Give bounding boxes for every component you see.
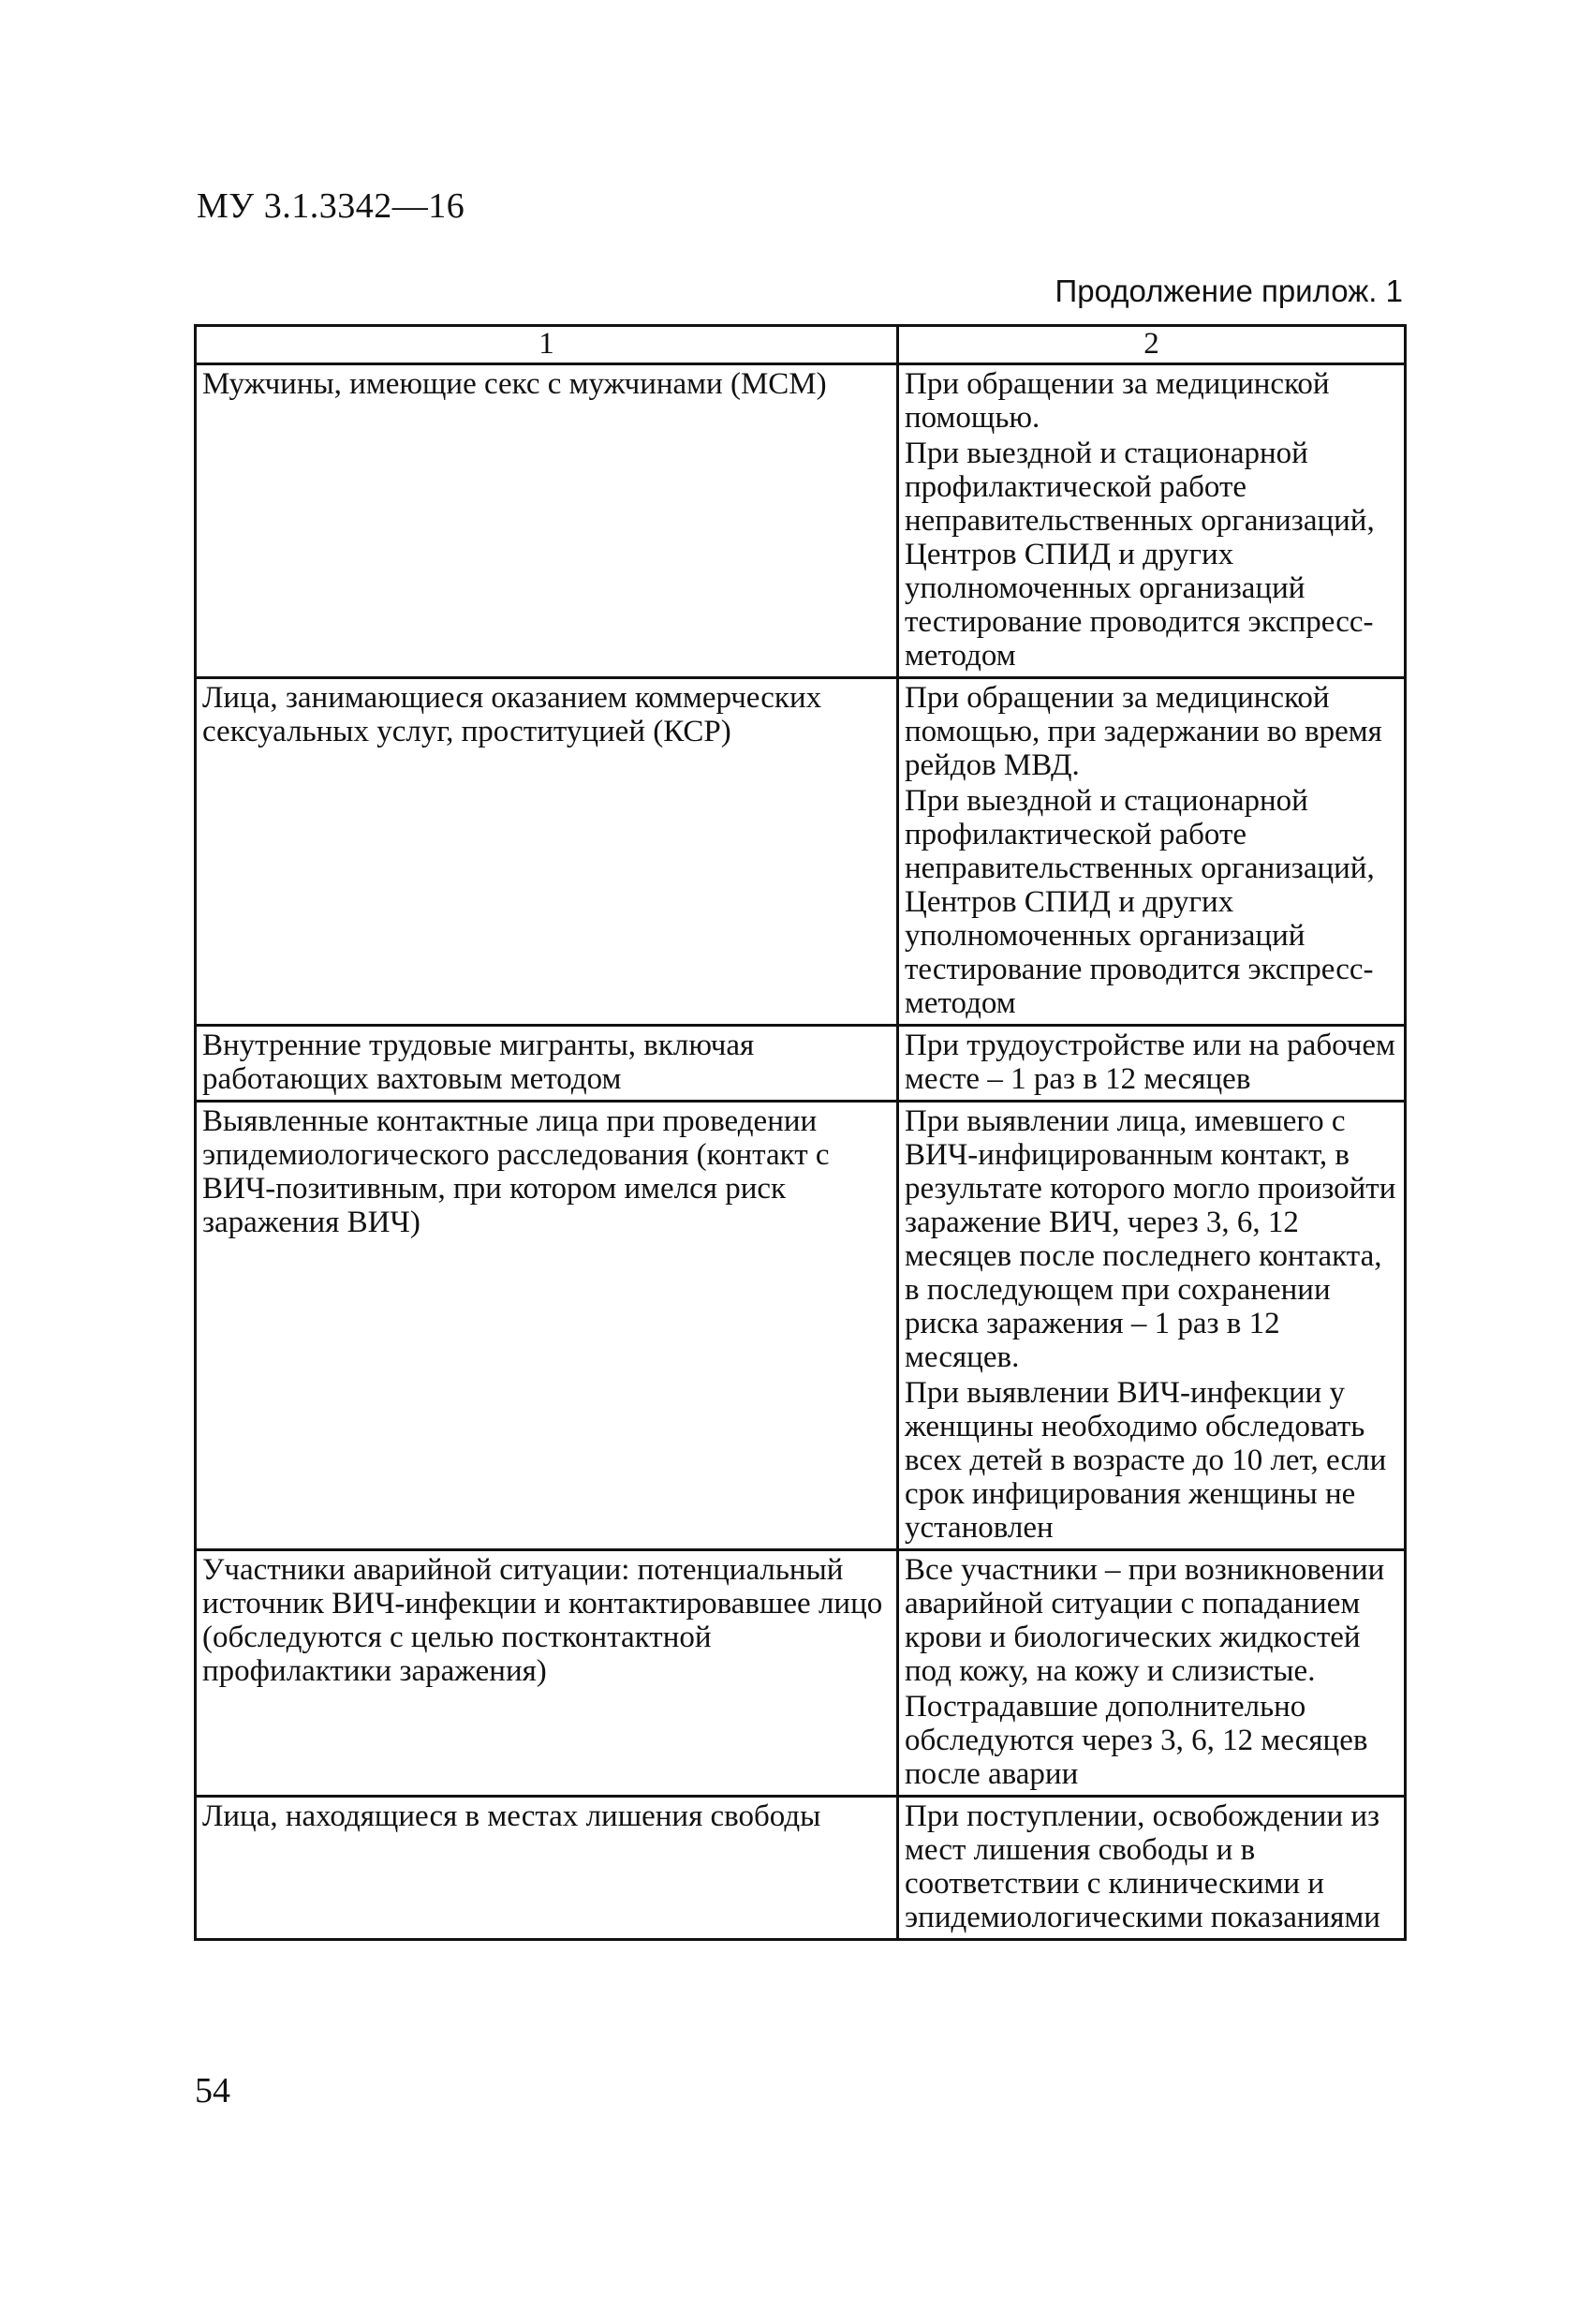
column-header-1: 1 (196, 326, 898, 364)
condition-text: При трудоустройстве или на рабочем месте – 1 раз в 12 месяцев (905, 1029, 1395, 1096)
page-number: 54 (195, 2071, 230, 2110)
table-row (196, 364, 1406, 678)
continuation-note: Продолжение прилож. 1 (1055, 274, 1403, 308)
conditions-cell (898, 364, 1406, 678)
conditions-cell (898, 1797, 1406, 1940)
table-header-row (196, 326, 1406, 364)
group-cell (196, 364, 898, 678)
conditions-cell (898, 1102, 1406, 1550)
group-cell (196, 1026, 898, 1102)
table-row (196, 1550, 1406, 1797)
column-header-2: 2 (898, 326, 1406, 364)
table-row (196, 678, 1406, 1026)
group-cell (196, 1102, 898, 1550)
group-text: Лица, находящиеся в местах лишения свободы (202, 1799, 821, 1833)
condition-text: Все участники – при возникновении аварийной ситуации с попаданием крови и биологических жидкостей под кожу, на кожу и слизистые. (905, 1553, 1385, 1688)
group-text: Лица, занимающиеся оказанием коммерческих сексуальных услуг, проституцией (КСР) (202, 681, 822, 748)
group-text: Внутренние трудовые мигранты, включая работающих вахтовым методом (202, 1029, 755, 1096)
conditions-cell (898, 1026, 1406, 1102)
table-row (196, 1797, 1406, 1940)
table-row (196, 1102, 1406, 1550)
condition-text: При выездной и стационарной профилактической работе неправительственных организаций, Центров СПИД и других уполномоченных организаций тестирование проводится экспресс-методом (905, 437, 1375, 673)
group-cell (196, 1550, 898, 1797)
condition-text: Пострадавшие дополнительно обследуются через 3, 6, 12 месяцев после аварии (905, 1690, 1368, 1791)
group-text: Выявленные контактные лица при проведении эпидемиологического расследования (контакт с ВИЧ-позитивным, при котором имелся риск заражения ВИЧ) (202, 1104, 830, 1239)
condition-text: При обращении за медицинской помощью. (905, 367, 1330, 435)
condition-text: При обращении за медицинской помощью, при задержании во время рейдов МВД. (905, 681, 1382, 782)
group-cell (196, 1797, 898, 1940)
condition-text: При выездной и стационарной профилактической работе неправительственных организаций, Центров СПИД и других уполномоченных организаций тестирование проводится экспресс-методом (905, 784, 1375, 1020)
table-row (196, 1026, 1406, 1102)
document-code: МУ 3.1.3342—16 (197, 186, 465, 226)
testing-table (194, 324, 1407, 1941)
condition-text: При выявлении лица, имевшего с ВИЧ-инфицированным контакт, в результате которого могло произойти заражение ВИЧ, через 3, 6, 12 месяцев после последнего контакта, в последующем при сохранении риска заражения – 1 раз в 12 месяцев. (905, 1104, 1396, 1374)
group-text: Участники аварийной ситуации: потенциальный источник ВИЧ-инфекции и контактировавшее лицо (обследуются с целью постконтактной профилактики заражения) (202, 1553, 883, 1688)
conditions-cell (898, 1550, 1406, 1797)
condition-text: При поступлении, освобождении из мест лишения свободы и в соответствии с клиническими и эпидемиологическими показаниями (905, 1799, 1380, 1934)
conditions-cell (898, 678, 1406, 1026)
group-text: Мужчины, имеющие секс с мужчинами (МСМ) (202, 367, 827, 401)
condition-text: При выявлении ВИЧ-инфекции у женщины необходимо обследовать всех детей в возрасте до 10 лет, если срок инфицирования женщины не установлен (905, 1376, 1387, 1545)
group-cell (196, 678, 898, 1026)
